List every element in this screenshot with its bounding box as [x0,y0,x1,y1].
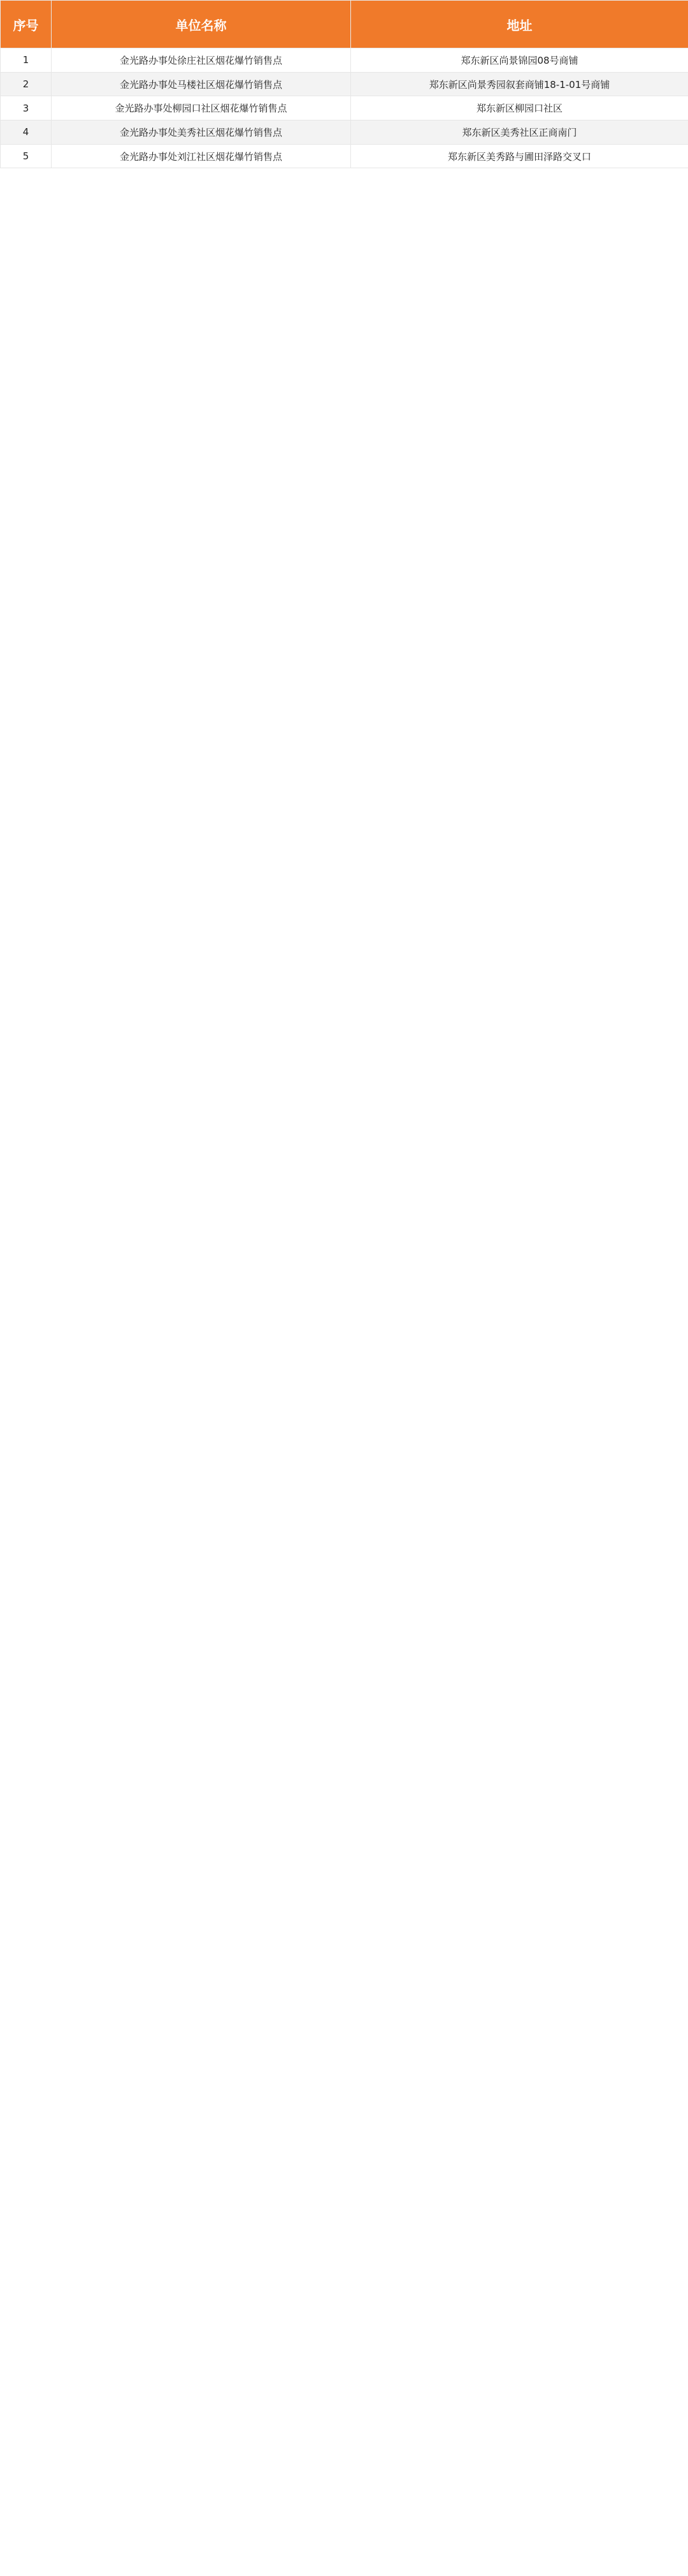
cell-address: 郑东新区美秀社区正商南门 [351,120,688,145]
cell-address: 郑东新区尚景锦园08号商铺 [351,48,688,73]
cell-no: 2 [1,72,52,96]
cell-name: 金光路办事处美秀社区烟花爆竹销售点 [52,120,351,145]
outlet-table [0,0,688,168]
table-row [1,120,688,145]
cell-address: 郑东新区尚景秀园叙套商铺18-1-01号商铺 [351,72,688,96]
table-row [1,72,688,96]
cell-no: 5 [1,144,52,168]
column-header-address: 地址 [351,1,688,48]
column-header-name: 单位名称 [52,1,351,48]
table-row [1,144,688,168]
cell-name: 金光路办事处刘江社区烟花爆竹销售点 [52,144,351,168]
cell-address: 郑东新区柳园口社区 [351,96,688,120]
cell-no: 1 [1,48,52,73]
table-header-row [1,1,688,48]
cell-address: 郑东新区美秀路与圃田泽路交叉口 [351,144,688,168]
cell-no: 4 [1,120,52,145]
table-row [1,96,688,120]
cell-no: 3 [1,96,52,120]
column-header-no: 序号 [1,1,52,48]
table-row [1,48,688,73]
cell-name: 金光路办事处柳园口社区烟花爆竹销售点 [52,96,351,120]
cell-name: 金光路办事处徐庄社区烟花爆竹销售点 [52,48,351,73]
cell-name: 金光路办事处马楼社区烟花爆竹销售点 [52,72,351,96]
